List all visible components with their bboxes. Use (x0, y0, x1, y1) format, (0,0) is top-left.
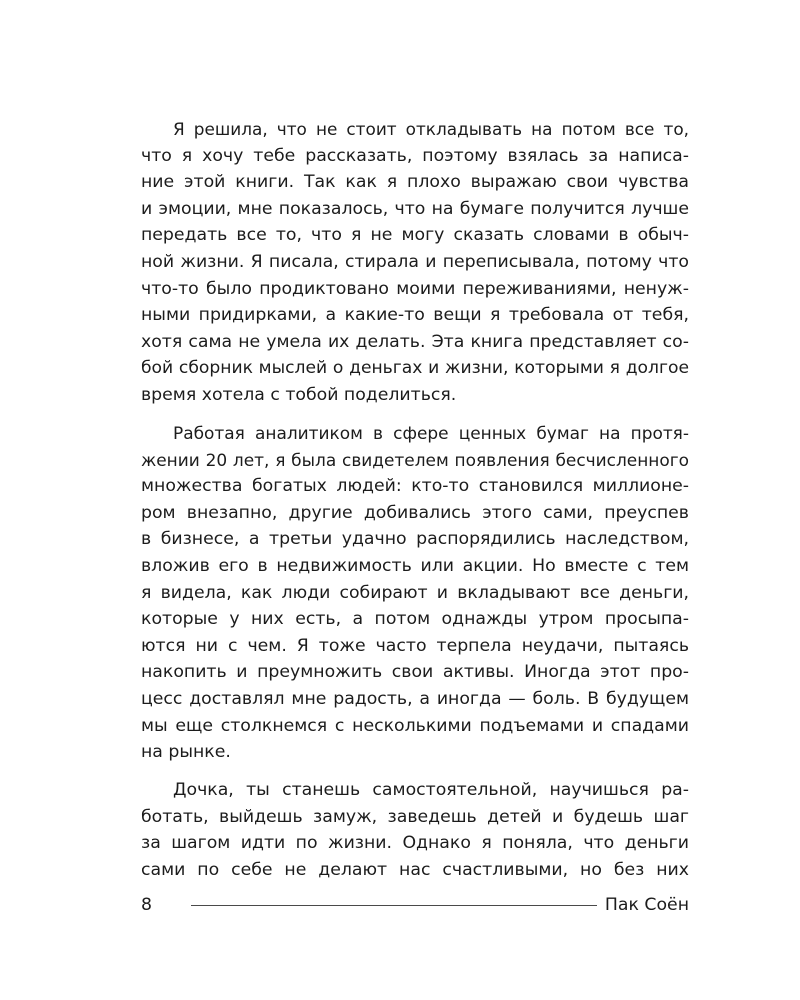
text-line: Я решила, что не стоит откладывать на потом все то, (173, 119, 689, 139)
text-line: передать все то, что я не могу сказать словами в обыч- (141, 225, 689, 246)
running-head-author: Пак Соён (604, 895, 689, 915)
paragraph-1 (141, 116, 689, 409)
body-text (141, 116, 689, 884)
text-line: что я хочу тебе рассказать, поэтому взялась за написа- (141, 145, 689, 166)
page-footer (141, 893, 689, 917)
text-line: ются ни с чем. Я тоже часто терпела неудачи, пытаясь (141, 635, 689, 656)
text-line: накопить и преумножить свои активы. Иногда этот про- (141, 662, 689, 683)
text-line: сами по себе не делают нас счастливыми, но без них (141, 860, 689, 881)
text-line: ной жизни. Я писала, стирала и переписывала, потому что (141, 251, 689, 272)
text-line: ром внезапно, другие добивались этого сами, преуспев (141, 502, 689, 523)
paragraph-2 (141, 420, 689, 766)
text-line: что-то было продиктовано моими переживаниями, ненуж- (141, 278, 689, 299)
footer-divider (191, 905, 597, 906)
text-line: и эмоции, мне показалось, что на бумаге получится лучше (141, 198, 689, 219)
text-line: ными придирками, а какие-то вещи я требовала от тебя, (141, 305, 689, 326)
page-number: 8 (141, 895, 152, 915)
text-line: жении 20 лет, я была свидетелем появления бесчисленного (141, 449, 689, 470)
text-line: бой сборник мыслей о деньгах и жизни, которыми я долгое (141, 358, 689, 379)
text-line: ботать, выйдешь замуж, заведешь детей и будешь шаг (141, 806, 689, 827)
text-line: Дочка, ты станешь самостоятельной, научишься ра- (173, 780, 689, 801)
text-line: за шагом идти по жизни. Однако я поняла, что деньги (141, 833, 689, 854)
text-line: вложив его в недвижимость или акции. Но вместе с тем (141, 556, 689, 576)
text-line: время хотела с тобой поделиться. (141, 384, 457, 405)
text-line: которые у них есть, а потом однажды утром просыпа- (141, 609, 689, 630)
text-line: ние этой книги. Так как я плохо выражаю свои чувства (141, 172, 689, 193)
text-line: в бизнесе, а третьи удачно распорядились наследством, (141, 529, 689, 550)
text-line: мы еще столкнемся с несколькими подъемами и спадами (141, 715, 689, 736)
paragraph-3 (141, 777, 689, 883)
text-line: хотя сама не умела их делать. Эта книга представляет со- (141, 331, 689, 352)
text-line: множества богатых людей: кто-то становился миллионе- (141, 476, 689, 497)
text-line: Работая аналитиком в сфере ценных бумаг на протя- (173, 423, 689, 444)
text-line: цесс доставлял мне радость, а иногда — боль. В будущем (141, 688, 689, 709)
text-line: на рынке. (141, 742, 231, 763)
text-line: я видела, как люди собирают и вкладывают все деньги, (141, 582, 689, 603)
